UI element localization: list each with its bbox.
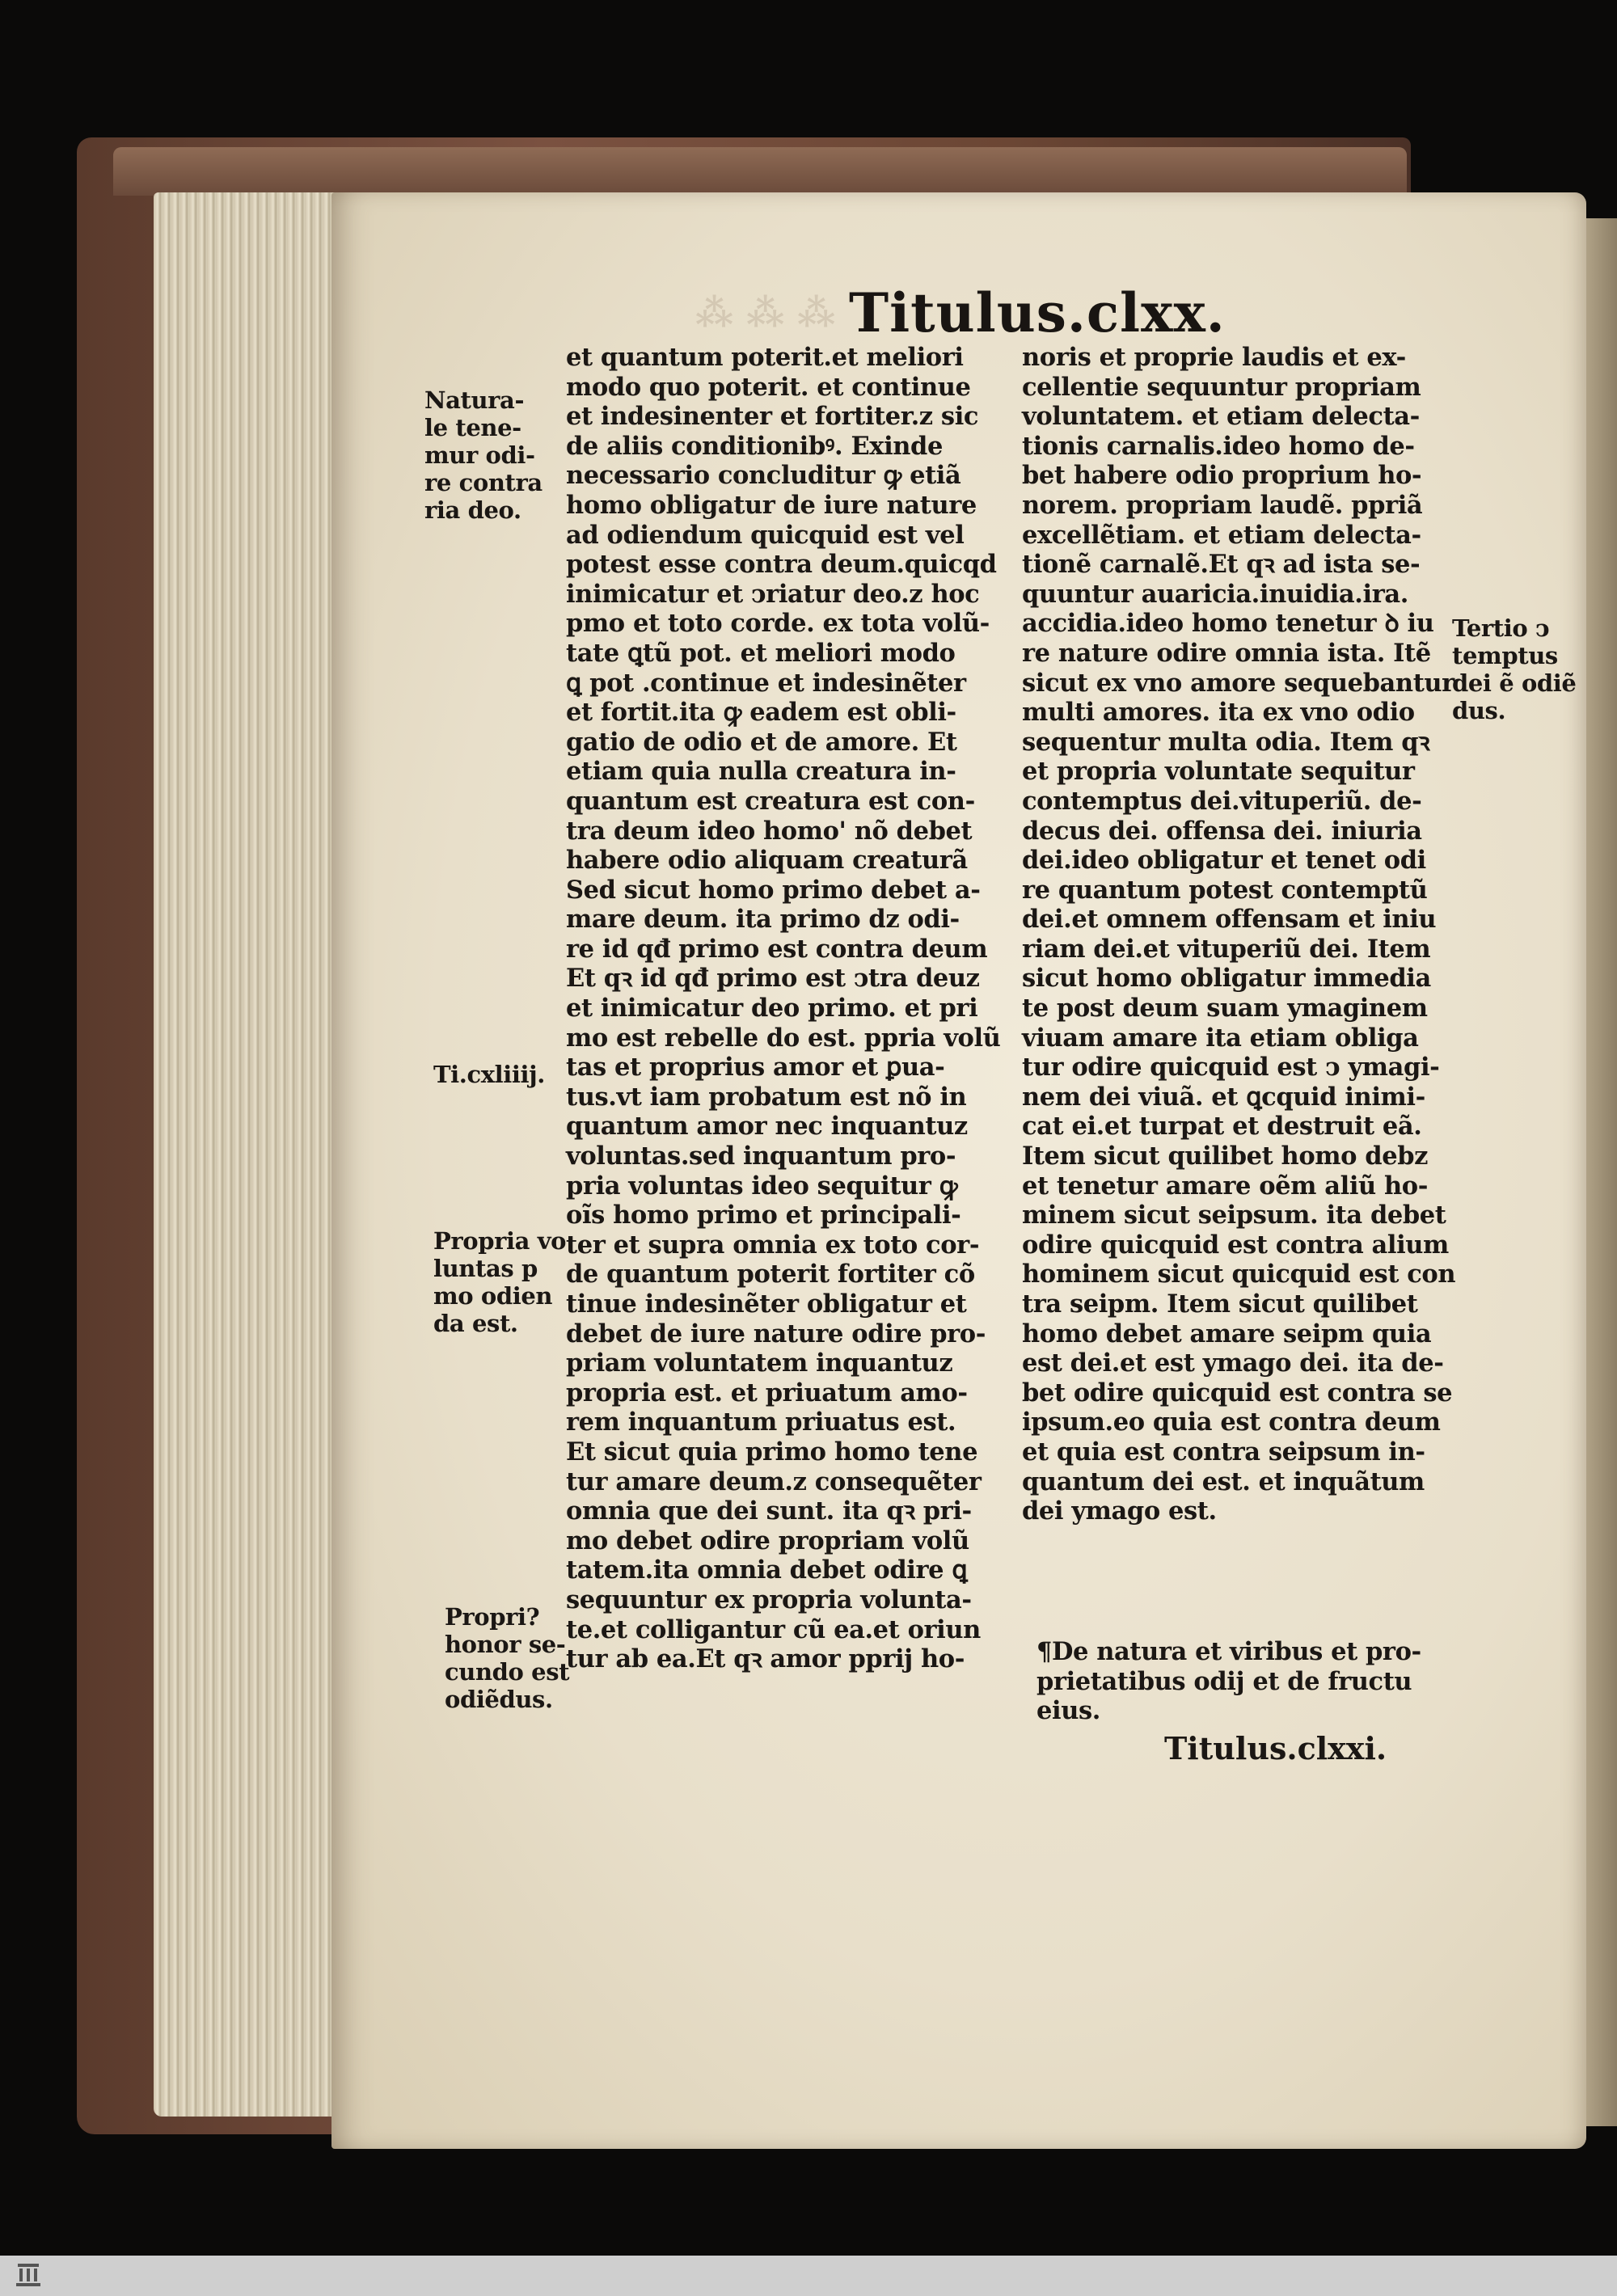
text-line: de quantum poterit fortiter cõ: [566, 1260, 975, 1289]
text-line: tra deum ideo homo' nõ debet: [566, 816, 973, 846]
text-line: re quantum potest contemptũ: [1022, 875, 1428, 905]
text-line: necessario concluditur ꝙ etiã: [566, 461, 961, 491]
text-line: sicut homo obligatur immedia: [1022, 964, 1431, 994]
text-line: nem dei viuã. et ꝗcquid inimi-: [1022, 1082, 1425, 1112]
text-line: tate ꝗtũ pot. et meliori modo: [566, 638, 956, 668]
text-line: homo debet amare seipm quia: [1022, 1319, 1432, 1348]
text-line: potest esse contra deum.quicqd: [566, 550, 997, 580]
text-line: tionẽ carnalẽ.Et qꝛ ad ista se-: [1022, 550, 1421, 580]
library-logo-icon: [11, 2259, 45, 2293]
text-line: tionis carnalis.ideo homo de-: [1022, 431, 1415, 461]
text-line: viuam amare ita etiam obliga: [1022, 1023, 1419, 1053]
show-through-text: ⁂ ⁂ ⁂: [695, 291, 836, 335]
text-line: de aliis conditionibꝰ. Exinde: [566, 431, 943, 461]
section-heading-line: eius.: [1036, 1696, 1100, 1726]
text-line: tur amare deum.z consequẽter: [566, 1467, 982, 1496]
text-line: oĩs homo primo et principali-: [566, 1201, 961, 1230]
text-line: sequentur multa odia. Item qꝛ: [1022, 727, 1430, 757]
text-line: tus.vt iam probatum est nõ in: [566, 1082, 967, 1112]
section-heading-line: prietatibus odij et de fructu: [1036, 1666, 1412, 1696]
marginal-note-line: Propri?: [445, 1603, 540, 1631]
marginal-note-line: odiẽdus.: [445, 1686, 553, 1713]
viewer-bottom-bar: [0, 2256, 1617, 2296]
text-line: et fortit.ita ꝙ eadem est obli-: [566, 698, 956, 728]
text-line: Item sicut quilibet homo debz: [1022, 1142, 1429, 1171]
text-line: voluntas.sed inquantum pro-: [566, 1142, 956, 1171]
text-line: odire quicquid est contra alium: [1022, 1230, 1449, 1260]
text-line: quantum est creatura est con-: [566, 786, 975, 816]
text-line: et indesinenter et fortiter.z sic: [566, 402, 979, 432]
text-line: decus dei. offensa dei. iniuria: [1022, 816, 1422, 846]
marginal-note-proprius-honor: [445, 1603, 569, 1713]
text-line: mo debet odire propriam volũ: [566, 1526, 969, 1555]
text-line: cat ei.et turpat et destruit eã.: [1022, 1112, 1422, 1142]
text-line: tra seipm. Item sicut quilibet: [1022, 1289, 1418, 1319]
marginal-note-line: dei ẽ odiẽ: [1452, 669, 1577, 697]
text-line: et tenetur amare oẽm aliũ ho-: [1022, 1171, 1428, 1201]
text-line: accidia.ideo homo tenetur ꝺ iu: [1022, 609, 1434, 639]
text-line: Et sicut quia primo homo tene: [566, 1437, 978, 1467]
marginal-note-natura: [424, 386, 543, 524]
text-line: et propria voluntate sequitur: [1022, 757, 1415, 787]
text-line: hominem sicut quicquid est con: [1022, 1260, 1456, 1289]
text-line: mo est rebelle do est. ppria volũ: [566, 1023, 1001, 1053]
text-line: ter et supra omnia ex toto cor-: [566, 1230, 980, 1260]
text-line: Sed sicut homo primo debet a-: [566, 875, 981, 905]
section-heading-line: ¶De natura et viribus et pro-: [1036, 1637, 1421, 1666]
text-line: tas et proprius amor et ꝑua-: [566, 1053, 945, 1083]
text-line: homo obligatur de iure nature: [566, 490, 977, 520]
text-line: priam voluntatem inquantuz: [566, 1348, 953, 1378]
marginal-note-line: temptus: [1452, 642, 1558, 669]
text-line: ꝗ pot .continue et indesinẽter: [566, 668, 966, 698]
marginal-note-line: luntas p: [433, 1255, 538, 1282]
marginal-note-line: Tertio ↄ: [1452, 614, 1550, 642]
marginal-note-line: honor se-: [445, 1631, 566, 1658]
text-line: contemptus dei.vituperiũ. de-: [1022, 786, 1422, 816]
text-line: te post deum suam ymaginem: [1022, 994, 1428, 1023]
text-line: sicut ex vno amore sequebantur: [1022, 668, 1454, 698]
marginal-note-line: da est.: [433, 1310, 518, 1337]
text-line: quuntur auaricia.inuidia.ira.: [1022, 579, 1408, 609]
text-line: re nature odire omnia ista. Itẽ: [1022, 638, 1431, 668]
text-line: est dei.et est ymago dei. ita de-: [1022, 1348, 1444, 1378]
next-title: Titulus.clxxi.: [1164, 1730, 1387, 1766]
text-line: dei ymago est.: [1022, 1496, 1217, 1526]
text-line: norem. propriam laudẽ. ppriã: [1022, 490, 1423, 520]
text-line: debet de iure nature odire pro-: [566, 1319, 986, 1348]
marginal-note-line: Propria vo: [433, 1227, 567, 1255]
text-line: bet habere odio proprium ho-: [1022, 461, 1422, 491]
marginal-note-tertio: [1452, 614, 1576, 724]
text-line: et quantum poterit.et meliori: [566, 343, 964, 372]
text-line: ad odiendum quicquid est vel: [566, 520, 965, 550]
text-line: et inimicatur deo primo. et pri: [566, 994, 978, 1023]
text-line: Et qꝛ id qđ primo est ↄtra deuz: [566, 964, 980, 994]
text-column-left: [566, 343, 1003, 1674]
text-line: habere odio aliquam creaturã: [566, 846, 968, 876]
text-line: propria est. et priuatum amo-: [566, 1378, 968, 1408]
text-line: ipsum.eo quia est contra deum: [1022, 1408, 1441, 1437]
text-line: dei.ideo obligatur et tenet odi: [1022, 846, 1426, 876]
text-line: tinue indesinẽter obligatur et: [566, 1289, 967, 1319]
section-heading: [1036, 1637, 1421, 1726]
text-line: et quia est contra seipsum in-: [1022, 1437, 1425, 1467]
marginal-note-line: re contra: [424, 469, 543, 496]
marginal-note-line: cundo est: [445, 1658, 570, 1686]
marginal-note-line: mur odi-: [424, 441, 535, 469]
text-line: rem inquantum priuatus est.: [566, 1408, 956, 1437]
marginal-note-line: le tene-: [424, 414, 521, 441]
text-line: minem sicut seipsum. ita debet: [1022, 1201, 1446, 1230]
text-line: noris et proprie laudis et ex-: [1022, 343, 1406, 372]
marginal-note-line: ria deo.: [424, 496, 521, 524]
text-line: re id qđ primo est contra deum: [566, 934, 988, 964]
text-column-right: [1022, 343, 1463, 1526]
marginal-note-line: Natura-: [424, 386, 525, 414]
page-title: Titulus.clxx.: [849, 281, 1226, 344]
marginal-note-line: dus.: [1452, 697, 1506, 724]
text-line: pria voluntas ideo sequitur ꝙ: [566, 1171, 958, 1201]
text-line: gatio de odio et de amore. Et: [566, 727, 957, 757]
text-line: bet odire quicquid est contra se: [1022, 1378, 1453, 1408]
text-line: voluntatem. et etiam delecta-: [1022, 402, 1420, 432]
text-line: dei.et omnem offensam et iniu: [1022, 905, 1437, 935]
text-line: etiam quia nulla creatura in-: [566, 757, 956, 787]
text-line: excellẽtiam. et etiam delecta-: [1022, 520, 1421, 550]
marginal-note-propria-voluntas: [433, 1227, 566, 1337]
marginal-note-line: mo odien: [433, 1282, 553, 1310]
page-stack-edges: [154, 192, 348, 2117]
book-top-edge: [113, 147, 1407, 196]
text-line: multi amores. ita ex vno odio: [1022, 698, 1415, 728]
text-line: quantum amor nec inquantuz: [566, 1112, 968, 1142]
text-line: pmo et toto corde. ex tota volũ-: [566, 609, 990, 639]
marginal-note-title-ref: [433, 1061, 545, 1088]
text-line: te.et colligantur cũ ea.et oriun: [566, 1614, 981, 1644]
text-line: tatem.ita omnia debet odire ꝗ: [566, 1555, 968, 1585]
text-line: omnia que dei sunt. ita qꝛ pri-: [566, 1496, 972, 1526]
text-line: mare deum. ita primo dz odi-: [566, 905, 960, 935]
text-line: inimicatur et ↄriatur deo.z hoc: [566, 579, 980, 609]
text-line: sequuntur ex propria volunta-: [566, 1585, 972, 1614]
text-line: tur odire quicquid est ↄ ymagi-: [1022, 1053, 1440, 1083]
text-line: tur ab ea.Et qꝛ amor pprij ho-: [566, 1644, 965, 1674]
text-line: riam dei.et vituperiũ dei. Item: [1022, 934, 1431, 964]
text-line: quantum dei est. et inquãtum: [1022, 1467, 1425, 1496]
text-line: modo quo poterit. et continue: [566, 372, 971, 402]
text-line: cellentie sequuntur propriam: [1022, 372, 1421, 402]
marginal-note-line: Ti.cxliiij.: [433, 1061, 545, 1088]
